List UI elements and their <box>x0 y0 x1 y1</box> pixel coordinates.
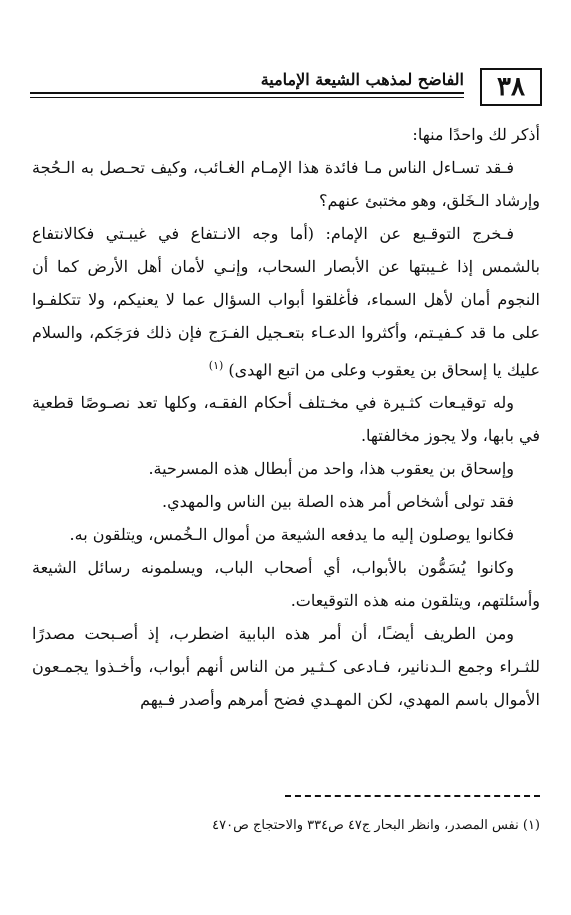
paragraph: وإسحاق بن يعقوب هذا، واحد من أبطال هذه المسرحية. <box>148 459 514 479</box>
running-title: الفاضح لمذهب الشيعة الإمامية <box>260 70 464 89</box>
paragraph: فـقد تسـاءل الناس مـا فائدة هذا الإمـام الغـائب، وكيف تحـصل به الـحُجة وإرشاد الـخَلق، وهو مختبئ عنهم؟ <box>32 158 540 210</box>
page-number: ٣٨ <box>480 68 542 106</box>
paragraph: وكانوا يُسَمُّون بالأبواب، أي أصحاب الباب، ويسلمونه رسائل الشيعة وأسئلتهم، ويتلقون منه هذه التوقيعات. <box>32 558 540 611</box>
paragraph: أذكر لك واحدًا منها: <box>412 125 540 144</box>
footnote-reference: (١) <box>208 359 224 372</box>
paragraph: فكانوا يوصلون إليه ما يدفعه الشيعة من أموال الـخُمس، ويتلقون به. <box>69 525 514 545</box>
body-text <box>32 118 540 716</box>
header-rule-thin <box>30 97 464 98</box>
footnote-separator <box>285 795 540 797</box>
header-rule <box>30 92 464 94</box>
quote-text: فـخرج التوقـيع عن الإمام: (أما وجه الانـتفاع في غيبـتي فكالانتفاع بالشمس إذا غـيبتها عن الأبصار السحاب، وإنـي لأمان أهل الأرض كما أن النجوم أمان لأهل السماء، فأغلقوا أبواب السؤال عما لا يعنيكم، ولا تتكلفـوا على ما قد كـفيـتم، وأكثروا الدعـاء بتعـجيل الفـرَج فإن ذلك فرَجَكم، والسلام عليك يا إسحاق بن يعقوب وعلى من اتبع الهدى) <box>32 224 541 380</box>
footnote: (١) نفس المصدر، وانظر البحار ج٤٧ ص٣٣٤ والاحتجاج ص٤٧٠ <box>212 818 540 833</box>
paragraph-quote <box>32 217 540 386</box>
paragraph: ومن الطريف أيضـًا، أن أمر هذه البابية اضطرب، إذ أصـبحت مصدرًا للثـراء وجمع الـدنانير، فـادعى كـثـير من الناس أنهم أبواب، وأخـذوا يجمـعون الأموال باسم المهدي، لكن المهـدي فضح أمرهم وأصدر فـيهم <box>32 624 540 710</box>
paragraph: وله توقيـعات كثـيرة في مخـتلف أحكام الفقـه، وكلها تعد نصـوصًا قطعية في بابها، ولا يجوز مخالفتها. <box>32 393 540 446</box>
paragraph: فقد تولى أشخاص أمر هذه الصلة بين الناس والمهدي. <box>162 492 514 512</box>
page-header <box>30 68 542 108</box>
